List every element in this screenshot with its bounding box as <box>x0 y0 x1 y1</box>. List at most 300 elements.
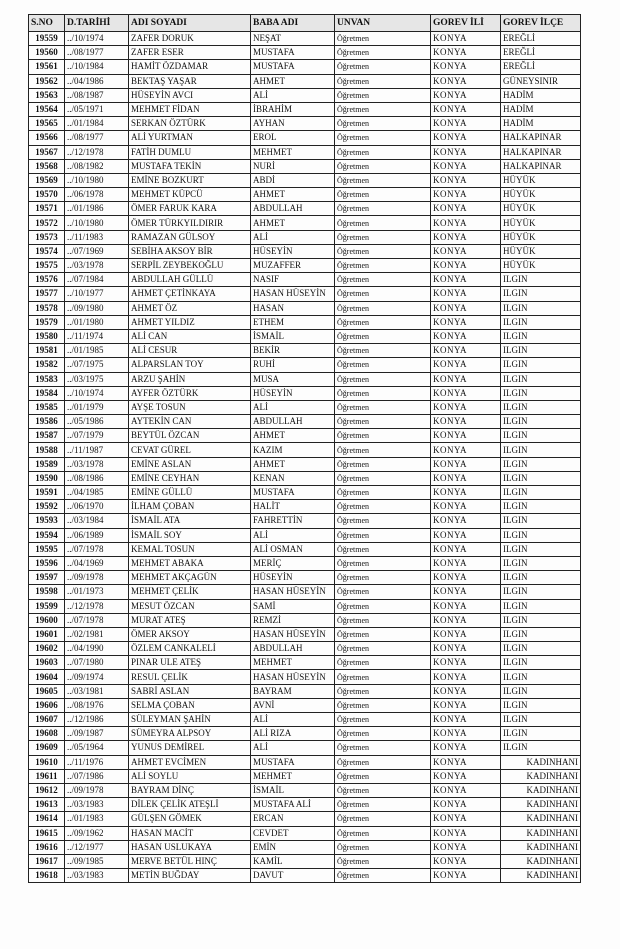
row-sno: 19601 <box>29 627 65 641</box>
row-title: Öğretmen <box>335 471 431 485</box>
row-province: KONYA <box>431 400 501 414</box>
row-province: KONYA <box>431 46 501 60</box>
row-title: Öğretmen <box>335 287 431 301</box>
row-district: HÜYÜK <box>501 173 581 187</box>
header-province: GOREV İLİ <box>431 15 501 32</box>
row-father-name: HASAN HÜSEYİN <box>251 670 335 684</box>
row-district: HÜYÜK <box>501 244 581 258</box>
row-full-name: ZAFER DORUK <box>129 32 251 46</box>
row-title: Öğretmen <box>335 854 431 868</box>
table-row <box>29 642 581 656</box>
row-full-name: SÜLEYMAN ŞAHİN <box>129 713 251 727</box>
row-birth-date: ../01/1980 <box>65 315 129 329</box>
row-full-name: SEBİHA AKSOY BİR <box>129 244 251 258</box>
row-sno: 19574 <box>29 244 65 258</box>
row-title: Öğretmen <box>335 812 431 826</box>
row-province: KONYA <box>431 230 501 244</box>
row-birth-date: ../11/1974 <box>65 329 129 343</box>
table-row <box>29 613 581 627</box>
row-district: HADİM <box>501 102 581 116</box>
row-district: ILGIN <box>501 571 581 585</box>
row-sno: 19616 <box>29 840 65 854</box>
row-full-name: BEKTAŞ YAŞAR <box>129 74 251 88</box>
row-district: KADINHANI <box>501 769 581 783</box>
row-title: Öğretmen <box>335 329 431 343</box>
row-birth-date: ../11/1983 <box>65 230 129 244</box>
row-province: KONYA <box>431 684 501 698</box>
row-father-name: HÜSEYİN <box>251 244 335 258</box>
row-province: KONYA <box>431 528 501 542</box>
row-title: Öğretmen <box>335 869 431 883</box>
row-sno: 19614 <box>29 812 65 826</box>
row-father-name: MEHMET <box>251 145 335 159</box>
row-full-name: AHMET ÇETİNKAYA <box>129 287 251 301</box>
row-district: ILGIN <box>501 471 581 485</box>
row-sno: 19586 <box>29 415 65 429</box>
row-birth-date: ../12/1986 <box>65 713 129 727</box>
row-sno: 19587 <box>29 429 65 443</box>
row-full-name: MEHMET FİDAN <box>129 102 251 116</box>
row-district: KADINHANI <box>501 840 581 854</box>
row-birth-date: ../08/1976 <box>65 698 129 712</box>
row-province: KONYA <box>431 627 501 641</box>
row-title: Öğretmen <box>335 627 431 641</box>
row-father-name: MUSA <box>251 372 335 386</box>
row-full-name: ABDULLAH GÜLLÜ <box>129 273 251 287</box>
row-full-name: MESUT ÖZCAN <box>129 599 251 613</box>
table-row <box>29 727 581 741</box>
row-birth-date: ../01/1983 <box>65 812 129 826</box>
row-title: Öğretmen <box>335 755 431 769</box>
table-row <box>29 315 581 329</box>
row-birth-date: ../11/1976 <box>65 755 129 769</box>
row-title: Öğretmen <box>335 642 431 656</box>
row-full-name: GÜLŞEN GÖMEK <box>129 812 251 826</box>
row-sno: 19563 <box>29 88 65 102</box>
table-row <box>29 840 581 854</box>
row-sno: 19593 <box>29 514 65 528</box>
row-province: KONYA <box>431 713 501 727</box>
row-sno: 19566 <box>29 131 65 145</box>
row-title: Öğretmen <box>335 145 431 159</box>
row-sno: 19583 <box>29 372 65 386</box>
row-full-name: PINAR ULE ATEŞ <box>129 656 251 670</box>
row-title: Öğretmen <box>335 400 431 414</box>
row-title: Öğretmen <box>335 429 431 443</box>
row-title: Öğretmen <box>335 670 431 684</box>
row-father-name: KENAN <box>251 471 335 485</box>
row-full-name: SABRİ ASLAN <box>129 684 251 698</box>
row-father-name: ABDULLAH <box>251 202 335 216</box>
row-full-name: ÖMER FARUK KARA <box>129 202 251 216</box>
row-district: HÜYÜK <box>501 216 581 230</box>
row-district: ILGIN <box>501 301 581 315</box>
table-row <box>29 32 581 46</box>
row-province: KONYA <box>431 486 501 500</box>
row-district: EREĞLİ <box>501 32 581 46</box>
header-father-name: BABA ADI <box>251 15 335 32</box>
table-row <box>29 216 581 230</box>
row-province: KONYA <box>431 32 501 46</box>
row-birth-date: ../08/1982 <box>65 159 129 173</box>
row-sno: 19615 <box>29 826 65 840</box>
row-birth-date: ../07/1979 <box>65 429 129 443</box>
row-province: KONYA <box>431 173 501 187</box>
row-father-name: ALİ <box>251 528 335 542</box>
row-province: KONYA <box>431 698 501 712</box>
row-father-name: MUZAFFER <box>251 259 335 273</box>
row-title: Öğretmen <box>335 500 431 514</box>
row-father-name: MUSTAFA <box>251 46 335 60</box>
row-father-name: MUSTAFA <box>251 486 335 500</box>
table-row <box>29 627 581 641</box>
row-birth-date: ../08/1987 <box>65 88 129 102</box>
row-full-name: DİLEK ÇELİK ATEŞLİ <box>129 798 251 812</box>
row-birth-date: ../04/1985 <box>65 486 129 500</box>
table-row <box>29 74 581 88</box>
row-province: KONYA <box>431 783 501 797</box>
row-birth-date: ../02/1981 <box>65 627 129 641</box>
row-sno: 19588 <box>29 443 65 457</box>
row-province: KONYA <box>431 244 501 258</box>
row-title: Öğretmen <box>335 840 431 854</box>
row-sno: 19613 <box>29 798 65 812</box>
row-province: KONYA <box>431 755 501 769</box>
row-sno: 19608 <box>29 727 65 741</box>
row-birth-date: ../07/1969 <box>65 244 129 258</box>
table-header-row <box>29 15 581 32</box>
row-father-name: İBRAHİM <box>251 102 335 116</box>
row-full-name: MUSTAFA TEKİN <box>129 159 251 173</box>
row-province: KONYA <box>431 315 501 329</box>
row-title: Öğretmen <box>335 216 431 230</box>
row-sno: 19612 <box>29 783 65 797</box>
row-birth-date: ../01/1985 <box>65 344 129 358</box>
row-sno: 19569 <box>29 173 65 187</box>
row-district: ILGIN <box>501 642 581 656</box>
row-province: KONYA <box>431 145 501 159</box>
row-district: HALKAPINAR <box>501 159 581 173</box>
row-province: KONYA <box>431 613 501 627</box>
row-title: Öğretmen <box>335 713 431 727</box>
header-title: UNVAN <box>335 15 431 32</box>
row-district: HADİM <box>501 117 581 131</box>
row-title: Öğretmen <box>335 46 431 60</box>
row-full-name: SERKAN ÖZTÜRK <box>129 117 251 131</box>
table-row <box>29 556 581 570</box>
row-birth-date: ../07/1986 <box>65 769 129 783</box>
row-sno: 19606 <box>29 698 65 712</box>
row-birth-date: ../12/1978 <box>65 145 129 159</box>
row-birth-date: ../05/1986 <box>65 415 129 429</box>
table-row <box>29 301 581 315</box>
row-district: KADINHANI <box>501 826 581 840</box>
row-title: Öğretmen <box>335 783 431 797</box>
row-province: KONYA <box>431 556 501 570</box>
row-title: Öğretmen <box>335 230 431 244</box>
row-father-name: MUSTAFA <box>251 755 335 769</box>
row-province: KONYA <box>431 826 501 840</box>
row-district: EREĞLİ <box>501 60 581 74</box>
row-full-name: ÖMER TÜRKYILDIRIR <box>129 216 251 230</box>
row-birth-date: ../01/1986 <box>65 202 129 216</box>
row-province: KONYA <box>431 869 501 883</box>
row-birth-date: ../03/1984 <box>65 514 129 528</box>
table-row <box>29 287 581 301</box>
row-province: KONYA <box>431 60 501 74</box>
row-title: Öğretmen <box>335 372 431 386</box>
row-province: KONYA <box>431 514 501 528</box>
row-sno: 19579 <box>29 315 65 329</box>
row-father-name: AHMET <box>251 74 335 88</box>
row-father-name: İSMAİL <box>251 329 335 343</box>
row-district: HALKAPINAR <box>501 145 581 159</box>
row-father-name: MUSTAFA <box>251 60 335 74</box>
row-title: Öğretmen <box>335 131 431 145</box>
row-father-name: SAMİ <box>251 599 335 613</box>
row-sno: 19561 <box>29 60 65 74</box>
row-title: Öğretmen <box>335 443 431 457</box>
row-full-name: AHMET YILDIZ <box>129 315 251 329</box>
row-father-name: EROL <box>251 131 335 145</box>
row-province: KONYA <box>431 769 501 783</box>
row-title: Öğretmen <box>335 202 431 216</box>
row-full-name: HASAN USLUKAYA <box>129 840 251 854</box>
row-title: Öğretmen <box>335 301 431 315</box>
row-full-name: RAMAZAN GÜLSOY <box>129 230 251 244</box>
row-sno: 19578 <box>29 301 65 315</box>
row-province: KONYA <box>431 443 501 457</box>
row-birth-date: ../05/1964 <box>65 741 129 755</box>
row-full-name: MERVE BETÜL HINÇ <box>129 854 251 868</box>
row-father-name: ALİ <box>251 88 335 102</box>
row-sno: 19571 <box>29 202 65 216</box>
row-sno: 19590 <box>29 471 65 485</box>
row-title: Öğretmen <box>335 244 431 258</box>
row-birth-date: ../06/1978 <box>65 188 129 202</box>
row-birth-date: ../01/1979 <box>65 400 129 414</box>
row-full-name: MURAT ATEŞ <box>129 613 251 627</box>
row-title: Öğretmen <box>335 315 431 329</box>
row-title: Öğretmen <box>335 571 431 585</box>
row-full-name: AHMET ÖZ <box>129 301 251 315</box>
table-row <box>29 684 581 698</box>
table-row <box>29 145 581 159</box>
table-row <box>29 443 581 457</box>
row-father-name: NURİ <box>251 159 335 173</box>
row-birth-date: ../10/1974 <box>65 32 129 46</box>
row-birth-date: ../03/1978 <box>65 259 129 273</box>
row-full-name: FATİH DUMLU <box>129 145 251 159</box>
table-row <box>29 173 581 187</box>
table-row <box>29 244 581 258</box>
row-father-name: ABDİ <box>251 173 335 187</box>
row-district: ILGIN <box>501 542 581 556</box>
row-sno: 19565 <box>29 117 65 131</box>
row-province: KONYA <box>431 344 501 358</box>
table-row <box>29 46 581 60</box>
row-province: KONYA <box>431 599 501 613</box>
row-birth-date: ../04/1969 <box>65 556 129 570</box>
row-district: ILGIN <box>501 727 581 741</box>
row-sno: 19580 <box>29 329 65 343</box>
row-full-name: YUNUS DEMİREL <box>129 741 251 755</box>
row-full-name: MEHMET KÜPCÜ <box>129 188 251 202</box>
row-birth-date: ../12/1977 <box>65 840 129 854</box>
row-birth-date: ../09/1978 <box>65 571 129 585</box>
table-row <box>29 88 581 102</box>
row-district: ILGIN <box>501 443 581 457</box>
row-full-name: KEMAL TOSUN <box>129 542 251 556</box>
table-row <box>29 542 581 556</box>
row-full-name: ÖZLEM CANKALELİ <box>129 642 251 656</box>
row-full-name: SÜMEYRA ALPSOY <box>129 727 251 741</box>
table-row <box>29 273 581 287</box>
row-sno: 19582 <box>29 358 65 372</box>
row-district: ILGIN <box>501 528 581 542</box>
row-sno: 19591 <box>29 486 65 500</box>
row-province: KONYA <box>431 102 501 116</box>
row-title: Öğretmen <box>335 358 431 372</box>
row-father-name: HASAN HÜSEYİN <box>251 287 335 301</box>
row-sno: 19594 <box>29 528 65 542</box>
row-birth-date: ../04/1990 <box>65 642 129 656</box>
row-father-name: ALİ <box>251 741 335 755</box>
row-province: KONYA <box>431 429 501 443</box>
row-sno: 19564 <box>29 102 65 116</box>
row-birth-date: ../06/1989 <box>65 528 129 542</box>
row-father-name: ALİ <box>251 230 335 244</box>
row-district: ILGIN <box>501 273 581 287</box>
row-father-name: ALİ OSMAN <box>251 542 335 556</box>
row-title: Öğretmen <box>335 32 431 46</box>
row-title: Öğretmen <box>335 741 431 755</box>
row-father-name: MERİÇ <box>251 556 335 570</box>
row-district: ILGIN <box>501 500 581 514</box>
row-sno: 19560 <box>29 46 65 60</box>
row-province: KONYA <box>431 117 501 131</box>
row-full-name: CEVAT GÜREL <box>129 443 251 457</box>
row-title: Öğretmen <box>335 556 431 570</box>
row-father-name: BEKİR <box>251 344 335 358</box>
row-birth-date: ../10/1977 <box>65 287 129 301</box>
row-full-name: ALİ CESUR <box>129 344 251 358</box>
header-district: GOREV İLÇE <box>501 15 581 32</box>
row-province: KONYA <box>431 656 501 670</box>
row-birth-date: ../07/1980 <box>65 656 129 670</box>
row-birth-date: ../07/1975 <box>65 358 129 372</box>
table-row <box>29 656 581 670</box>
table-body <box>29 32 581 883</box>
row-sno: 19573 <box>29 230 65 244</box>
row-district: KADINHANI <box>501 755 581 769</box>
table-row <box>29 741 581 755</box>
row-birth-date: ../01/1984 <box>65 117 129 131</box>
row-province: KONYA <box>431 741 501 755</box>
row-father-name: RUHİ <box>251 358 335 372</box>
row-full-name: MEHMET ABAKA <box>129 556 251 570</box>
row-district: ILGIN <box>501 486 581 500</box>
row-sno: 19595 <box>29 542 65 556</box>
row-full-name: MEHMET AKÇAGÜN <box>129 571 251 585</box>
row-father-name: AHMET <box>251 188 335 202</box>
table-row <box>29 131 581 145</box>
row-district: EREĞLİ <box>501 46 581 60</box>
row-sno: 19611 <box>29 769 65 783</box>
row-birth-date: ../09/1962 <box>65 826 129 840</box>
row-province: KONYA <box>431 585 501 599</box>
row-title: Öğretmen <box>335 585 431 599</box>
row-father-name: KAZIM <box>251 443 335 457</box>
row-district: ILGIN <box>501 514 581 528</box>
row-district: HALKAPINAR <box>501 131 581 145</box>
row-sno: 19589 <box>29 457 65 471</box>
row-province: KONYA <box>431 259 501 273</box>
row-sno: 19605 <box>29 684 65 698</box>
table-row <box>29 415 581 429</box>
row-birth-date: ../07/1978 <box>65 613 129 627</box>
table-row <box>29 713 581 727</box>
row-province: KONYA <box>431 670 501 684</box>
row-father-name: AHMET <box>251 216 335 230</box>
row-district: KADINHANI <box>501 812 581 826</box>
row-sno: 19598 <box>29 585 65 599</box>
row-province: KONYA <box>431 471 501 485</box>
row-title: Öğretmen <box>335 60 431 74</box>
row-district: ILGIN <box>501 741 581 755</box>
row-title: Öğretmen <box>335 528 431 542</box>
row-sno: 19600 <box>29 613 65 627</box>
row-birth-date: ../09/1980 <box>65 301 129 315</box>
table-row <box>29 400 581 414</box>
row-district: HÜYÜK <box>501 230 581 244</box>
row-father-name: FAHRETTİN <box>251 514 335 528</box>
row-birth-date: ../09/1985 <box>65 854 129 868</box>
table-row <box>29 599 581 613</box>
row-full-name: ÖMER AKSOY <box>129 627 251 641</box>
row-title: Öğretmen <box>335 457 431 471</box>
table-row <box>29 358 581 372</box>
row-district: ILGIN <box>501 713 581 727</box>
row-district: GÜNEYSINIR <box>501 74 581 88</box>
row-full-name: ALİ CAN <box>129 329 251 343</box>
table-row <box>29 471 581 485</box>
row-father-name: HASAN <box>251 301 335 315</box>
row-full-name: ALPARSLAN TOY <box>129 358 251 372</box>
row-sno: 19592 <box>29 500 65 514</box>
row-full-name: İSMAİL ATA <box>129 514 251 528</box>
row-full-name: BEYTÜL ÖZCAN <box>129 429 251 443</box>
row-sno: 19568 <box>29 159 65 173</box>
table-row <box>29 230 581 244</box>
table-row <box>29 798 581 812</box>
row-district: ILGIN <box>501 556 581 570</box>
row-full-name: ALİ YURTMAN <box>129 131 251 145</box>
row-full-name: EMİNE BOZKURT <box>129 173 251 187</box>
row-father-name: ALİ RIZA <box>251 727 335 741</box>
table-row <box>29 259 581 273</box>
row-birth-date: ../09/1974 <box>65 670 129 684</box>
row-father-name: HÜSEYİN <box>251 386 335 400</box>
row-district: KADINHANI <box>501 798 581 812</box>
row-title: Öğretmen <box>335 259 431 273</box>
row-father-name: BAYRAM <box>251 684 335 698</box>
row-father-name: NEŞAT <box>251 32 335 46</box>
table-row <box>29 117 581 131</box>
row-father-name: HALİT <box>251 500 335 514</box>
row-full-name: İLHAM ÇOBAN <box>129 500 251 514</box>
row-full-name: EMİNE CEYHAN <box>129 471 251 485</box>
